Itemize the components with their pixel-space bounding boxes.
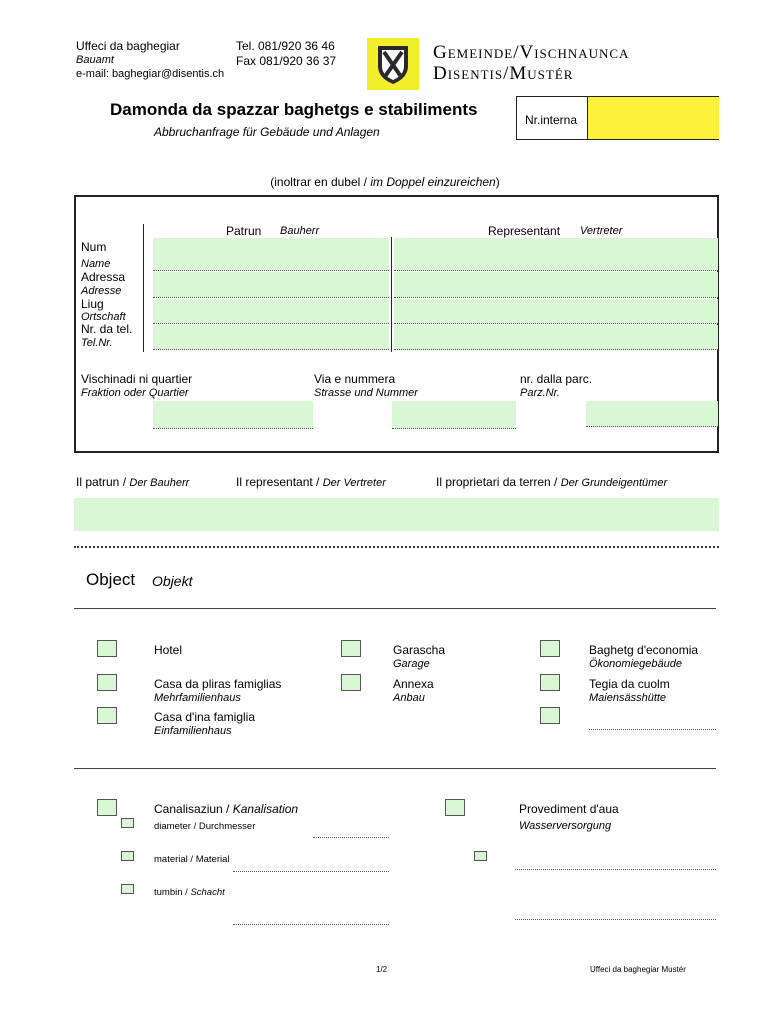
checkbox-multi-family[interactable] [97,674,117,691]
signature-owner-label [436,475,667,489]
checkbox-diameter[interactable] [121,818,134,828]
submit-note-italic: im Doppel einzureichen [370,175,496,189]
label-single-family-de: Einfamilienhaus [154,725,232,737]
label-shaft [154,887,225,898]
signature-representant-text: Il representant / [236,475,323,489]
label-shaft-text-de: Schacht [190,887,225,898]
patrun-header-de: Bauherr [280,225,320,237]
signature-representant-text-de: Der Vertreter [322,477,386,489]
label-single-family: Casa d'ina famiglia [154,710,256,724]
location-label-quarter: Vischinadi ni quartier [81,372,193,386]
office-tel: Tel. 081/920 36 46 [236,39,335,53]
checkbox-material[interactable] [121,851,134,861]
row-label-place-de: Ortschaft [81,311,126,323]
checkbox-water[interactable] [445,799,465,816]
municipality-line1: Gemeinde/Vischnaunca [433,42,630,63]
location-label-parcel-de: Parz.Nr. [520,387,560,399]
label-annex-de: Anbau [393,692,425,704]
signature-dotted-divider [74,546,719,548]
signature-owner-text: Il proprietari da terren / [436,475,561,489]
row-label-address-de: Adresse [81,285,122,297]
checkbox-water-extra[interactable] [474,851,487,861]
object-bottom-rule [74,768,716,769]
signature-representant-label [236,475,386,489]
patrun-tel-field[interactable] [153,325,389,350]
label-farm-building: Baghetg d'economia [589,643,699,657]
representant-tel-field[interactable] [394,325,718,350]
checkbox-hotel[interactable] [97,640,117,657]
label-garage-de: Garage [393,658,430,670]
representant-name-field[interactable] [394,238,718,271]
checkbox-annex[interactable] [341,674,361,691]
submit-note-close: ) [495,175,500,189]
page-number: 1/2 [376,965,388,974]
label-sewer-text: Canalisaziun / [154,802,233,816]
label-alpine-hut: Tegia da cuolm [589,677,670,691]
column-divider-mid [391,237,392,352]
label-alpine-hut-de: Maiensässhütte [589,692,667,704]
row-label-address: Adressa [81,270,126,284]
party-box [74,195,719,453]
label-water-de: Wasserversorgung [519,820,612,832]
location-label-street-de: Strasse und Nummer [314,387,418,399]
office-name: Uffeci da baghegiar [76,39,180,53]
label-diameter: diameter / Durchmesser [154,821,256,832]
checkbox-farm-building[interactable] [540,640,560,657]
label-sewer-text-de: Kanalisation [232,802,299,816]
row-label-place: Liug [81,297,104,311]
diameter-field[interactable] [313,826,389,838]
checkbox-single-family[interactable] [97,707,117,724]
signature-field[interactable] [74,498,719,531]
office-email: e-mail: baghegiar@disentis.ch [76,68,225,80]
form-subtitle: Abbruchanfrage für Gebäude und Anlagen [154,125,380,139]
column-divider-left [143,224,144,352]
checkbox-garage[interactable] [341,640,361,657]
footer-office: Uffeci da baghegiar Mustér [590,965,686,974]
quarter-field[interactable] [153,401,313,429]
row-label-name: Num [81,240,107,254]
signature-patrun-text-de: Der Bauherr [129,477,190,489]
parcel-field[interactable] [586,401,718,427]
street-field[interactable] [392,401,516,429]
patrun-name-field[interactable] [153,238,389,271]
nr-interna-box [516,96,719,140]
location-label-street: Via e nummera [314,372,396,386]
label-garage: Garascha [393,643,446,657]
label-hotel: Hotel [154,643,183,657]
row-label-name-de: Name [81,258,111,270]
label-water: Provediment d'aua [519,802,619,816]
checkbox-alpine-hut[interactable] [540,674,560,691]
representant-place-field[interactable] [394,299,718,324]
location-label-quarter-de: Fraktion oder Quartier [81,387,189,399]
signature-patrun-text: Il patrun / [76,475,130,489]
label-multi-family-de: Mehrfamilienhaus [154,692,241,704]
representant-address-field[interactable] [394,272,718,298]
shaft-field[interactable] [233,913,389,925]
label-farm-building-de: Ökonomiegebäude [589,658,682,670]
object-top-rule [74,608,716,609]
row-label-tel-de: Tel.Nr. [81,337,113,349]
office-name-de: Bauamt [76,54,114,66]
representant-header: Representant [488,224,561,238]
object-title-de: Objekt [152,573,193,589]
nr-interna-label: Nr.interna [525,113,578,127]
water-field-2[interactable] [515,908,716,920]
representant-header-de: Vertreter [580,225,623,237]
submit-note [0,175,770,189]
nr-interna-field[interactable] [587,97,719,139]
label-shaft-text: tumbin / [154,887,191,898]
crest-logo [367,38,419,90]
location-label-parcel: nr. dalla parc. [520,372,593,386]
patrun-place-field[interactable] [153,299,389,324]
municipality-line2: Disentis/Mustér [433,63,574,84]
water-field-1[interactable] [515,858,716,870]
label-multi-family: Casa da pliras famiglias [154,677,282,691]
object-title: Object [86,570,136,589]
submit-note-open: (inoltrar en dubel / [270,175,371,189]
signature-patrun-label [76,475,189,489]
form-title: Damonda da spazzar baghetgs e stabiliments [110,100,478,119]
checkbox-sewer[interactable] [97,799,117,816]
checkbox-shaft[interactable] [121,884,134,894]
patrun-address-field[interactable] [153,272,389,298]
label-material: material / Material [154,854,230,865]
office-fax: Fax 081/920 36 37 [236,54,337,68]
label-annex: Annexa [393,677,434,691]
checkbox-other[interactable] [540,707,560,724]
signature-owner-text-de: Der Grundeigentümer [560,477,668,489]
patrun-header: Patrun [226,224,262,238]
row-label-tel: Nr. da tel. [81,322,133,336]
other-object-field[interactable] [589,718,716,730]
label-sewer [154,802,298,816]
material-field[interactable] [233,860,389,872]
